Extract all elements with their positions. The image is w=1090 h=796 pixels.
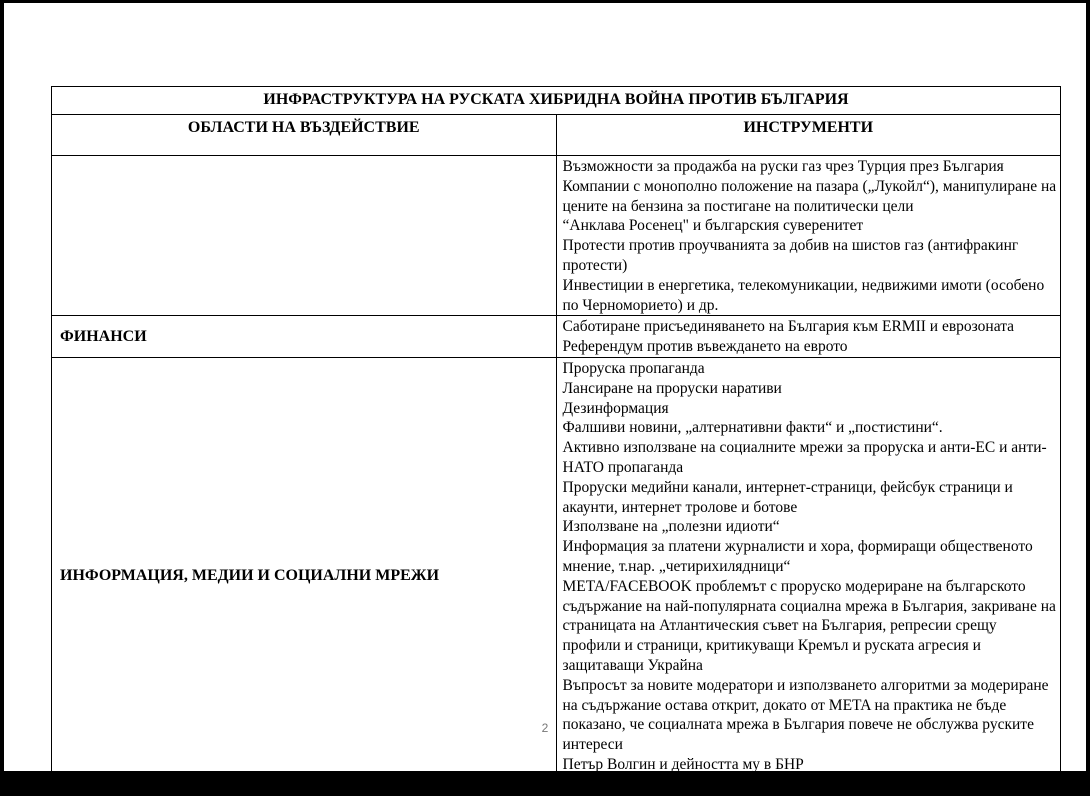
tool-item: Използване на „полезни идиоти“ (562, 518, 780, 536)
tool-item: Проруски медийни канали, интернет-страници, фейсбук страници и акаунти, интернет тролове и ботове (562, 478, 1013, 516)
tool-item: META/FACEBOOK проблемът с проруско модериране на българското съдържание на най-популярната социална мрежа в България, закриване на страницата на Атлантическия съвет на България, репресии срещу профили и страници, критикуващи Кремъл и руската агресия и защитаващи Украйна (562, 577, 1056, 674)
table-title: ИНФРАСТРУКТУРА НА РУСКАТА ХИБРИДНА ВОЙНА ПРОТИВ БЪЛГАРИЯ (52, 87, 1061, 115)
tool-item: Инвестиции в енергетика, телекомуникации, недвижими имоти (особено по Черноморието) и др. (562, 276, 1045, 314)
tool-item: Протести против проучванията за добив на шистов газ (антифракинг протести) (562, 237, 1019, 274)
tool-item: Активно използване на социалните мрежи за проруска и анти-ЕС и анти-НАТО пропаганда (562, 439, 1047, 476)
tool-item: Проруска пропаганда (562, 359, 705, 377)
tool-item: Саботиране присъединяването на България към ERMII и еврозоната (562, 318, 1015, 336)
page-number: 2 (541, 721, 549, 735)
tool-item: Дезинформация (562, 399, 669, 417)
tool-item: “Анклава Росенец" и българския суверенитет (562, 217, 864, 235)
tool-item: Възможности за продажба на руски газ чрез Турция през България (562, 158, 1004, 175)
document-page (4, 3, 1086, 793)
tool-item: Фалшиви новини, „алтернативни факти“ и „постистини“. (562, 419, 943, 437)
tool-item: Информация за платени журналисти и хора, формиращи общественото мнение, т.нар. „четирихилядници“ (562, 538, 1033, 575)
tool-item: Петър Волгин и дейността му в БНР (562, 755, 804, 773)
table-row (52, 156, 1061, 316)
tool-item: Референдум против въвеждането на еврото (562, 338, 848, 356)
column-header-tools: ИНСТРУМЕНТИ (556, 115, 1061, 156)
tools-cell (556, 316, 1061, 358)
tool-item: Компании с монополно положение на пазара („Лукойл“), манипулиране на цените на бензина за постигане на политически цели (562, 177, 1057, 215)
hybrid-war-table (51, 86, 1061, 796)
column-header-areas: ОБЛАСТИ НА ВЪЗДЕЙСТВИЕ (52, 115, 557, 156)
tool-item: Лансиране на проруски наративи (562, 379, 782, 397)
tool-item: Соня Момчилова от СЕМ (562, 775, 732, 793)
tool-item: Въпросът за новите модератори и използването алгоритми за модериране на съдържание остава открит, докато от META на практика не бъде показано, че социалната мрежа в България повече не обслужва руските интереси (562, 676, 1049, 754)
area-cell-information: ИНФОРМАЦИЯ, МЕДИИ И СОЦИАЛНИ МРЕЖИ (52, 357, 557, 795)
table-row (52, 316, 1061, 358)
area-cell-finance: ФИНАНСИ (52, 316, 557, 358)
tools-cell (556, 156, 1061, 316)
area-cell (52, 156, 557, 316)
